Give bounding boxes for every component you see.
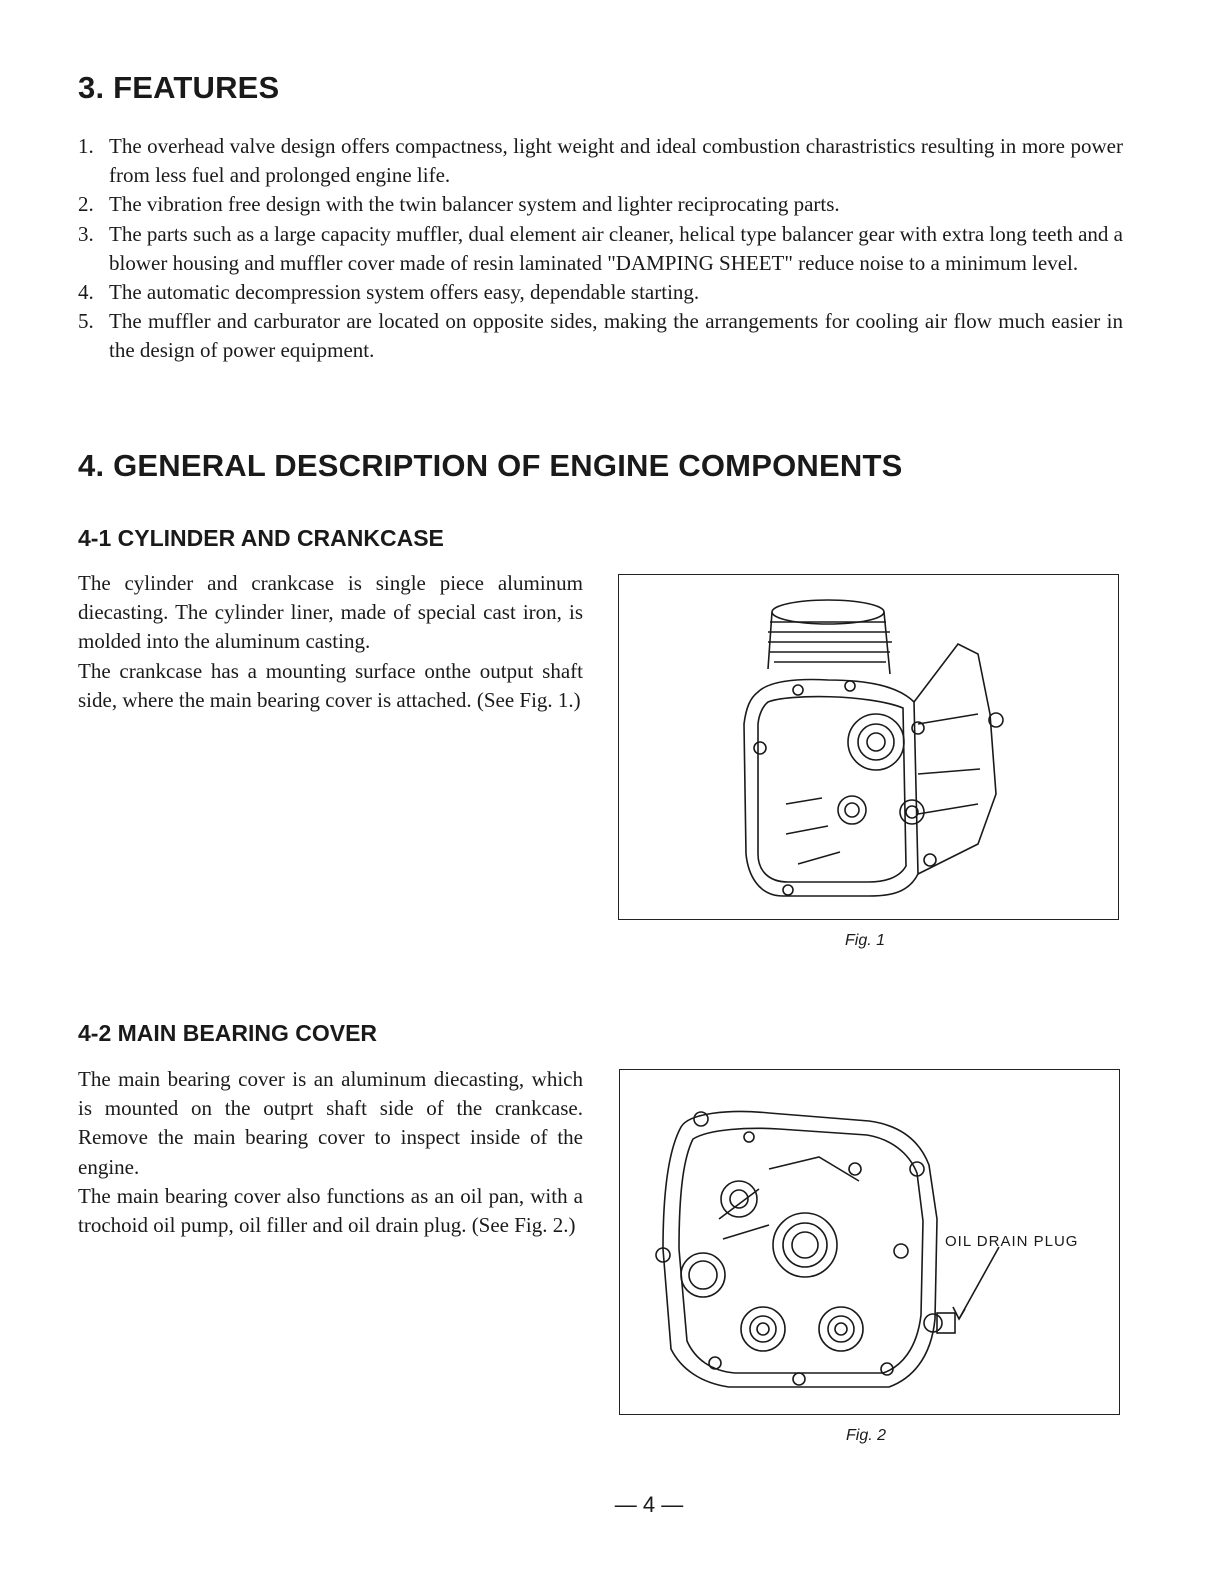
paragraph: The crankcase has a mounting surface onthe output shaft side, where the main bearing cover is attached. (See Fig. 1.) xyxy=(78,658,583,712)
section-4-heading: 4. GENERAL DESCRIPTION OF ENGINE COMPONENTS xyxy=(78,448,903,483)
paragraph: The cylinder and crankcase is single piece aluminum diecasting. The cylinder liner, made of special cast iron, is molded into the aluminum casting. xyxy=(78,571,583,654)
features-list xyxy=(78,132,1123,366)
list-item: 3. The parts such as a large capacity muffler, dual element air cleaner, helical type balancer gear with extra long teeth and a blower housing and muffler cover made of resin laminated "DAMPING SHEET" reduce noise to a minimum level. xyxy=(78,221,1123,275)
list-item: 5. The muffler and carburator are located on opposite sides, making the arrangements for cooling air flow much easier in the design of power equipment. xyxy=(78,309,1123,363)
paragraph: The main bearing cover also functions as an oil pan, with a trochoid oil pump, oil filler and oil drain plug. (See Fig. 2.) xyxy=(78,1183,583,1238)
list-item: 1. The overhead valve design offers compactness, light weight and ideal combustion charastristics resulting in more power from less fuel and prolonged engine life. xyxy=(78,134,1123,188)
crankcase-illustration xyxy=(618,574,1118,919)
cylinder-description xyxy=(78,569,583,715)
subsection-4-1-heading: 4-1 CYLINDER AND CRANKCASE xyxy=(78,525,444,551)
subsection-4-2-heading: 4-2 MAIN BEARING COVER xyxy=(78,1020,378,1046)
list-item: 2. The vibration free design with the twin balancer system and lighter reciprocating parts. xyxy=(78,192,840,217)
page-number: — 4 — xyxy=(614,1492,684,1517)
list-item: 4. The automatic decompression system offers easy, dependable starting. xyxy=(78,280,700,305)
paragraph: The main bearing cover is an aluminum diecasting, which is mounted on the outprt shaft side of the crankcase. Remove the main bearing cover to inspect inside of the engine. xyxy=(78,1067,583,1179)
section-3-heading: 3. FEATURES xyxy=(78,70,280,105)
bearing-cover-description xyxy=(78,1065,583,1240)
figure-2-caption: Fig. 2 xyxy=(846,1427,887,1444)
oil-drain-plug-callout: OIL DRAIN PLUG xyxy=(945,1233,1079,1250)
figure-1-caption: Fig. 1 xyxy=(845,932,886,949)
